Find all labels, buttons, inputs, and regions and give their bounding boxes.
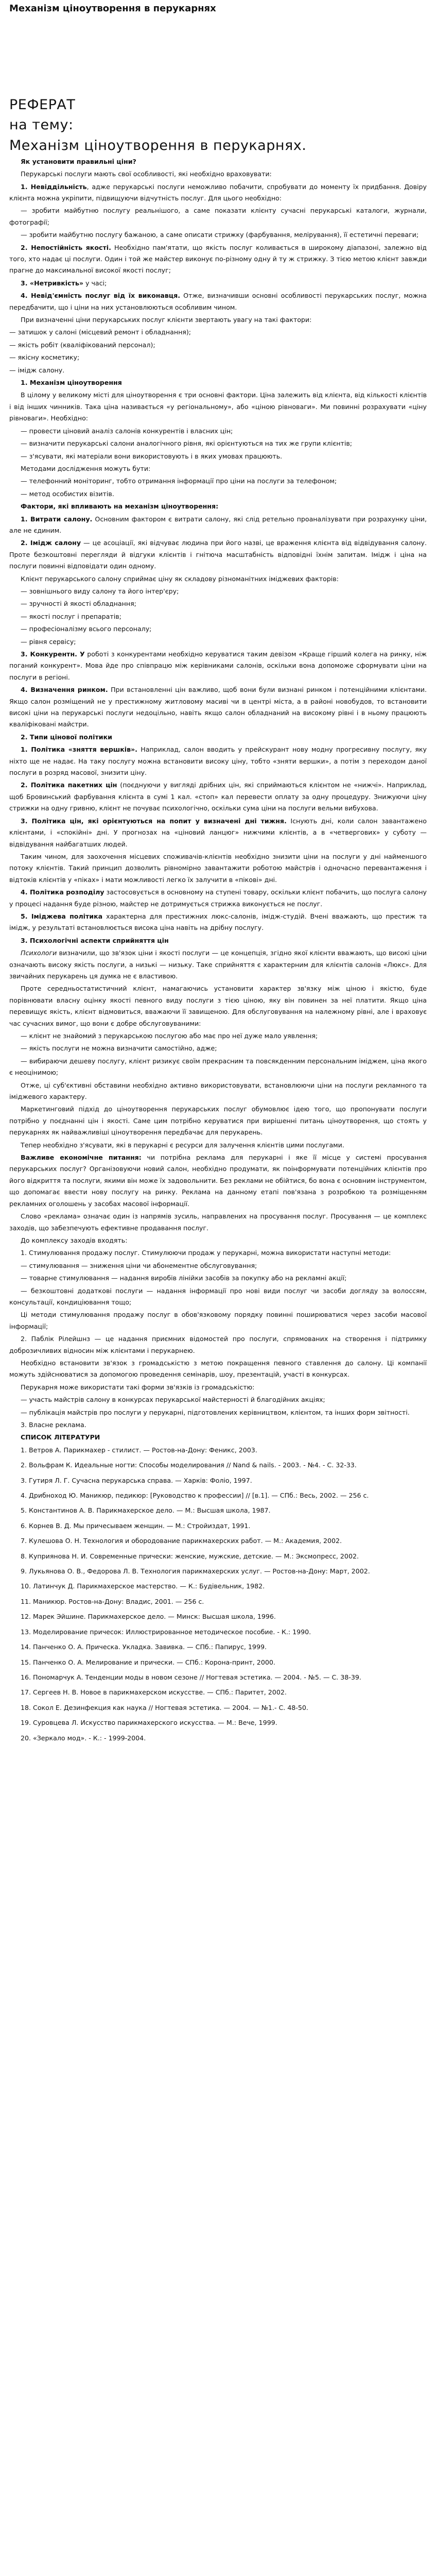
list-item: — з'ясувати, які матеріали вони використовують і в яких умовах працюють. [21,452,283,460]
term: 4. Політика розподілу [21,888,104,896]
doc-topic: Механізм ціноутворення в перукарнях. [9,137,307,154]
reference-item: 20. «Зеркало мод». - К.: - 1999-2004. [21,1734,146,1742]
reference-item: 17. Сергеев Н. В. Новое в парикмахерском искусстве. — СПб.: Паритет, 2002. [21,1688,287,1697]
list-item: — метод особистих візитів. [21,489,114,498]
question-heading: Як установити правильні ціни? [21,157,136,165]
paragraph: 4. Визначення ринком. При встановленні цін важливо, щоб вони були визнані ринком і потенційними клієнтами. Якщо салон розміщений не у престижному житловому масиві чи в центрі міста, а в районі новобудов, то встановити високі ціни на перукарські послуги недоцільно, навіть якщо салон обладнаний на високому рівні і в ньому працюють кваліфіковані майстри. [9,686,427,728]
reference-item: 18. Сокол Е. Дезинфекция как наука // Ногтевая эстетика. — 2004. — №1.- С. 48-50. [21,1703,308,1711]
paragraph: 3. Власне реклама. [21,1421,86,1429]
paragraph: 1. Стимулювання продажу послуг. Стимулюючи продаж у перукарні, можна використати наступні методи: [21,1249,391,1257]
term: 4. Визначення ринком. [21,686,108,694]
paragraph: Перукарня може використати такі форми зв'язків із громадськістю: [21,1383,255,1391]
list-item: — вибираючи дешеву послугу, клієнт ризикує своїм прекрасним та повсякденним персональним іміджем, ціна якого є неоцінимою; [9,1057,427,1077]
term: 1. Політика «зняття вершків». [21,745,137,754]
reference-item: 9. Лукьянова О. В., Федорова Л. В. Технология парикмахерских услуг. — Ростов-на-Дону: Март, 2002. [21,1567,370,1575]
list-item: — зручності й якості обладнання; [21,600,136,608]
reference-item: 14. Панченко О. А. Прическа. Укладка. Завивка. — СПб.: Папирус, 1999. [21,1643,267,1651]
list-item: — якісну косметику; [9,353,80,362]
site-title: Механізм ціноутворення в перукарнях [9,3,216,14]
list-item: — професіоналізму всього персоналу; [21,625,152,633]
list-item: — провести ціновий аналіз салонів конкурентів і власних цін; [21,427,233,435]
list-item: — визначити перукарські салони аналогічного рівня, які орієнтуються на тих же групи клієнтів; [21,439,352,448]
term: Психологи [21,949,57,957]
reference-item: 1. Ветров А. Парикмахер - стилист. — Ростов-на-Дону: Феникс, 2003. [21,1446,257,1454]
paragraph: 2. Паблік Рілейшнз — це надання приємних відомостей про послуги, спрямованих на створення і підтримку доброзичливих відносин між клієнтами і перукарнею. [9,1335,427,1354]
list-item: — якості послуг і препаратів; [21,612,121,620]
list-item: — якість послуги не можна визначити самостійно, адже; [21,1044,217,1053]
term: 3. Конкурентн. У [21,650,85,658]
paragraph: До комплексу заходів входять: [21,1236,128,1244]
section-heading: 2. Типи цінової політики [21,733,112,741]
paragraph: 3. Політика цін, які орієнтуються на попит у визначені дні тижня. Існують дні, коли салон завантажено клієнтами, і «спокійні» дні. У прогнозах на «ціновий ланцюг» нижчими клієнтів, а в «четвергових» у суботу — відвідування найбагатших людей. [9,817,427,848]
paragraph: Слово «реклама» означає один із напрямів зусиль, направлених на просування послуг. Просування — це комплекс заходів, що забезпечують ефективне продавання послуг. [9,1212,427,1232]
document-body [9,95,427,1744]
list-item: — рівня сервісу; [21,637,76,646]
reference-item: 10. Латинчук Д. Парикмахерское мастерство. — К.: Будівельник, 1982. [21,1582,265,1590]
reference-item: 16. Пономарчук А. Тенденции моды в новом сезоне // Ногтевая эстетика. — 2004. - №5. — С. 38-39. [21,1673,361,1681]
paragraph: 3. Конкурентн. У роботі з конкурентами необхідно керуватися таким девізом «Краще гірший колега на ринку, ніж поганий конкурент». Мова йде про співпрацю між керівниками салонів, оскільки вона допоможе сформувати ціни на послуги в регіоні. [9,650,427,681]
list-item: — зовнішнього виду салону та його інтер'єру; [21,587,179,595]
paragraph: Психологи визначили, що зв'язок ціни і якості послуги — це концепція, згідно якої клієнти вважають, що високі ціни означають високу якість послуги, а низькі — низьку. Таке сприйняття є характерним для клієнтів салонів «Люкс». Для звичайних перукарень ця думка не є властивою. [9,949,427,980]
section-heading: Фактори, які впливають на механізм ціноутворення: [21,502,219,511]
term: 3. Політика цін, які орієнтуються на попит у визначені дні тижня. [21,817,287,825]
paragraph: Отже, ці суб'єктивні обставини необхідно активно використовувати, встановлюючи ціни на послуги рекламного та іміджевого характеру. [9,1081,427,1101]
section-heading: 1. Механізм ціноутворення [21,379,122,387]
list-item: — товарне стимулювання — надання виробів лінійки засобів за покупку або на рекламні акції; [21,1274,347,1282]
term: Важливе економічне питання: [21,1154,142,1162]
reference-item: 12. Марек Эйшине. Парикмахерское дело. — Минск: Высшая школа, 1996. [21,1613,276,1621]
reference-item: 4. Дрибноход Ю. Маникюр, педикюр: [Руководство к профессии] // [в.1]. — СПб.: Весь, 2002. — 256 с. [21,1492,369,1500]
paragraph: Таким чином, для заохочення місцевих споживачів-клієнтів необхідно знизити ціни на послуги у дні найменшого потоку клієнтів. Такий принцип дозволить рівномірно завантажити роботою майстрів і одночасно перевантаження і відтоків клієнтів у «піках» і мати можливості легко їх залучити в «пікові» дні. [9,852,427,884]
reference-item: 7. Кулешова О. Н. Технология и обородование парикмахерских работ. — М.: Академия, 2002. [21,1537,342,1545]
list-item: — безкоштовні додаткові послуги — надання інформації про нові види послуг чи засоби догляду за волоссям, консультації, кондиціювання тощо; [9,1286,427,1306]
list-item: — стимулювання — зниження ціни чи абонементне обслуговування; [21,1261,257,1269]
list-item: — зробити майбутню послугу реальнішого, а саме показати клієнту сучасні перукарські каталоги, журнали, фотографії; [9,207,427,226]
references-heading: СПИСОК ЛІТЕРАТУРИ [21,1433,100,1442]
list-item: — затишок у салоні (місцевий ремонт і обладнання); [9,328,191,336]
paragraph: Ці методи стимулювання продажу послуг в обов'язковому порядку повинні поширюватися через засоби масової інформації; [9,1311,427,1330]
reference-item: 19. Суровцева Л. Искусство парикмахерского искусства. — М.: Вече, 1999. [21,1719,277,1727]
term: 2. Політика пакетних цін [21,781,117,789]
paragraph: Важливе економічне питання: чи потрібна реклама для перукарні і яке її місце у системі просування перукарських послуг? Організовуючи новий салон, необхідно продумати, як поінформувати потенційних клієнтів про його відкриття та послуги, якими він може їх задовольнити. Без реклами не обійтися, бо вона є основним інструментом, що допомагає ввести нову послугу на ринку. Реклама на данному етапі пов'язана з розробкою та розміщенням рекламних оголошень у засобах масової інформації. [9,1154,427,1208]
reference-item: 5. Константинов А. В. Парикмахерское дело. — М.: Высшая школа, 1987. [21,1506,271,1515]
list-item: — якість робіт (кваліфікований персонал); [9,341,155,349]
term: 3. «Нетривкість» [21,279,83,287]
paragraph: Перукарські послуги мають свої особливості, які необхідно враховувати: [21,170,272,178]
reference-item: 3. Гутиря Л. Г. Сучасна перукарська справа. — Харків: Фоліо, 1997. [21,1476,252,1484]
paragraph: 2. Політика пакетних цін (поєднуючи у вигляді дрібних цін, які сприймаються клієнтом не «нижчі». Наприклад, щоб Бровинський фарбування клієнта в сумі 1 кал. «стоп» кал перевести оплату за одну процедуру. Знижуючи ціну стрижки на одну гривню, клієнт не почуває психологічно, оскільки сума ціни на послуги вельми вибухова. [9,781,427,812]
reference-item: 15. Панченко О. А. Мелирование и прически. — СПб.: Корона-принт, 2000. [21,1658,275,1666]
paragraph: Тепер необхідно з'ясувати, які в перукарні є ресурси для залучення клієнтів цими послугами. [21,1141,344,1149]
paragraph: 1. Невіддільність, адже перукарські послуги неможливо побачити, спробувати до моменту їх придбання. Довіру клієнта можна укріпити, підвищуючи відчутність послуг. Для цього необхідно: [9,182,427,202]
paragraph: 5. Іміджева політика характерна для престижних люкс-салонів, імідж-студій. Вчені вважають, що престиж та імідж, у результаті встановлюється висока ціна навіть на дрібну послугу. [9,912,427,932]
paragraph: 1. Політика «зняття вершків». Наприклад, салон вводить у прейскурант нову модну прогресивну послугу, яку ніхто ще не надає. На таку послугу можна встановити високу ціну, тобто «зняти вершки», а потім з переходом даної послуги в розряд масової, знизити ціну. [9,745,427,777]
list-item: — телефонний моніторинг, тобто отримання інформації про ціни на послуги за телефоном; [21,477,337,485]
term: 4. Невід'ємність послуг від їх виконавця. [21,292,181,300]
list-item: — участь майстрів салону в конкурсах перукарської майстерності й благодійних акціях; [21,1396,325,1404]
term: 1. Витрати салону. [21,515,93,523]
reference-item: 2. Вольфрам К. Идеальные ногти: Способы моделирования // Nand & nails. - 2003. - №4. - С. 32-33. [21,1461,357,1469]
term: 1. Невіддільність [21,182,87,191]
paragraph: При визначенні ціни перукарських послуг клієнти звертають увагу на такі фактори: [21,316,312,324]
paragraph: 1. Витрати салону. Основним фактором є витрати салону, які слід ретельно проаналізувати при розрахунку ціни, але не єдиним. [9,515,427,534]
paragraph: Методами дослідження можуть бути: [21,464,151,472]
paragraph: Маркетинговий підхід до ціноутворення перукарських послуг обумовлює ідею того, що пропонувати послуги потрібно у поєднанні цін і якості. Саме цим потрібно керуватися при вирішенні питань ціноутворення, що стоять у перукарнях як найважливіші ціноутворення передбачає для перукарень. [9,1105,427,1137]
paragraph: Проте середньостатистичний клієнт, намагаючись установити характер зв'язку між ціною і якістю, буде порівнювати власну оцінку якості певного виду послуги з тією ціною, яку він повинен за неї платити. Якщо ціна перевищує якість, клієнт відмовиться, вважаючи її завищеною. Для обслуговування на належному рівні, але і враховує час сучасних вимог, що вони є добре обслуговуваними: [9,985,427,1027]
references-list [9,1445,427,1744]
reference-item: 6. Корнев В. Д. Мы причесываем женщин. — М.: Стройиздат, 1991. [21,1521,251,1530]
term: 2. Імідж салону [21,539,81,547]
paragraph: 2. Непостійність якості. Необхідно пам'ятати, що якість послуг коливається в широкому діапазоні, залежно від того, хто надає ці послуги. Один і той же майстер виконує по-різному одну й ту ж стрижку. З тією метою клієнт завжди прагне до максимальної високої якості послуг; [9,243,427,275]
paragraph: В цілому у великому місті для ціноутворення є три основні фактори. Ціна залежить від клієнта, від кількості клієнтів і від інших чинників. Така ціна називається «у регіональному», або «ціною рівноваги». Ми повинні розрахувати «ціну рівноваги». Необхідно: [9,391,427,422]
paragraph: 4. Політика розподілу застосовується в основному на ступені товару, оскільки клієнт побачить, що послуга салону у процесі надання буде різною, майстер не дотримується стрижка виконується не послуг. [9,888,427,908]
list-item: — публікація майстрів про послуги у перукарні, підготовлених керівництвом, клієнтом, та інших форм звітності. [21,1408,410,1416]
paragraph: 4. Невід'ємність послуг від їх виконавця. Отже, визначивши основні особливості перукарських послуг, можна передбачити, що і ціни на них установлюються особливим чином. [9,292,427,311]
term: 5. Іміджева політика [21,912,103,920]
reference-item: 8. Куприянова Н. И. Современные прически: женские, мужские, детские. — М.: Эксмопресс, 2002. [21,1552,359,1560]
doc-subheading: на тему: [9,117,74,133]
list-item: — зробити майбутню послугу бажаною, а саме описати стрижку (фарбування, мелірування), її естетичні переваги; [21,231,419,239]
reference-item: 13. Моделирование причесок: Иллюстрированное методическое пособие. - К.: 1990. [21,1628,311,1636]
section-heading: 3. Психологічні аспекти сприйняття цін [21,936,169,944]
list-item: — клієнт не знайомий з перукарською послугою або має про неї дуже мало уявлення; [21,1032,318,1040]
paragraph: 3. «Нетривкість» у часі; [21,279,107,287]
reference-item: 11. Маникюр. Ростов-на-Дону: Владис, 2001. — 256 с. [21,1597,204,1605]
doc-heading: РЕФЕРАТ [9,97,76,113]
paragraph: Необхідно встановити зв'язок з громадськістю з метою покращення певного ставлення до салону. Ці компанії можуть здійснюватися за допомогою проведення семінарів, шоу, презентацій, участі в конкурсах. [9,1359,427,1379]
term: 2. Непостійність якості. [21,243,111,251]
paragraph: 2. Імідж салону — це асоціації, які відчуває людина при його назві, це враження клієнта від відвідування салону. Проте безкоштовні перегляди й відгуки клієнтів і гнітюча масштабність відповідні їхнім запитам. Імідж і ціна на послуги повинні відповідати один одному. [9,539,427,570]
list-item: — імідж салону. [9,366,65,374]
paragraph: Клієнт перукарського салону сприймає ціну як складову різноманітних іміджевих факторів: [21,574,339,583]
